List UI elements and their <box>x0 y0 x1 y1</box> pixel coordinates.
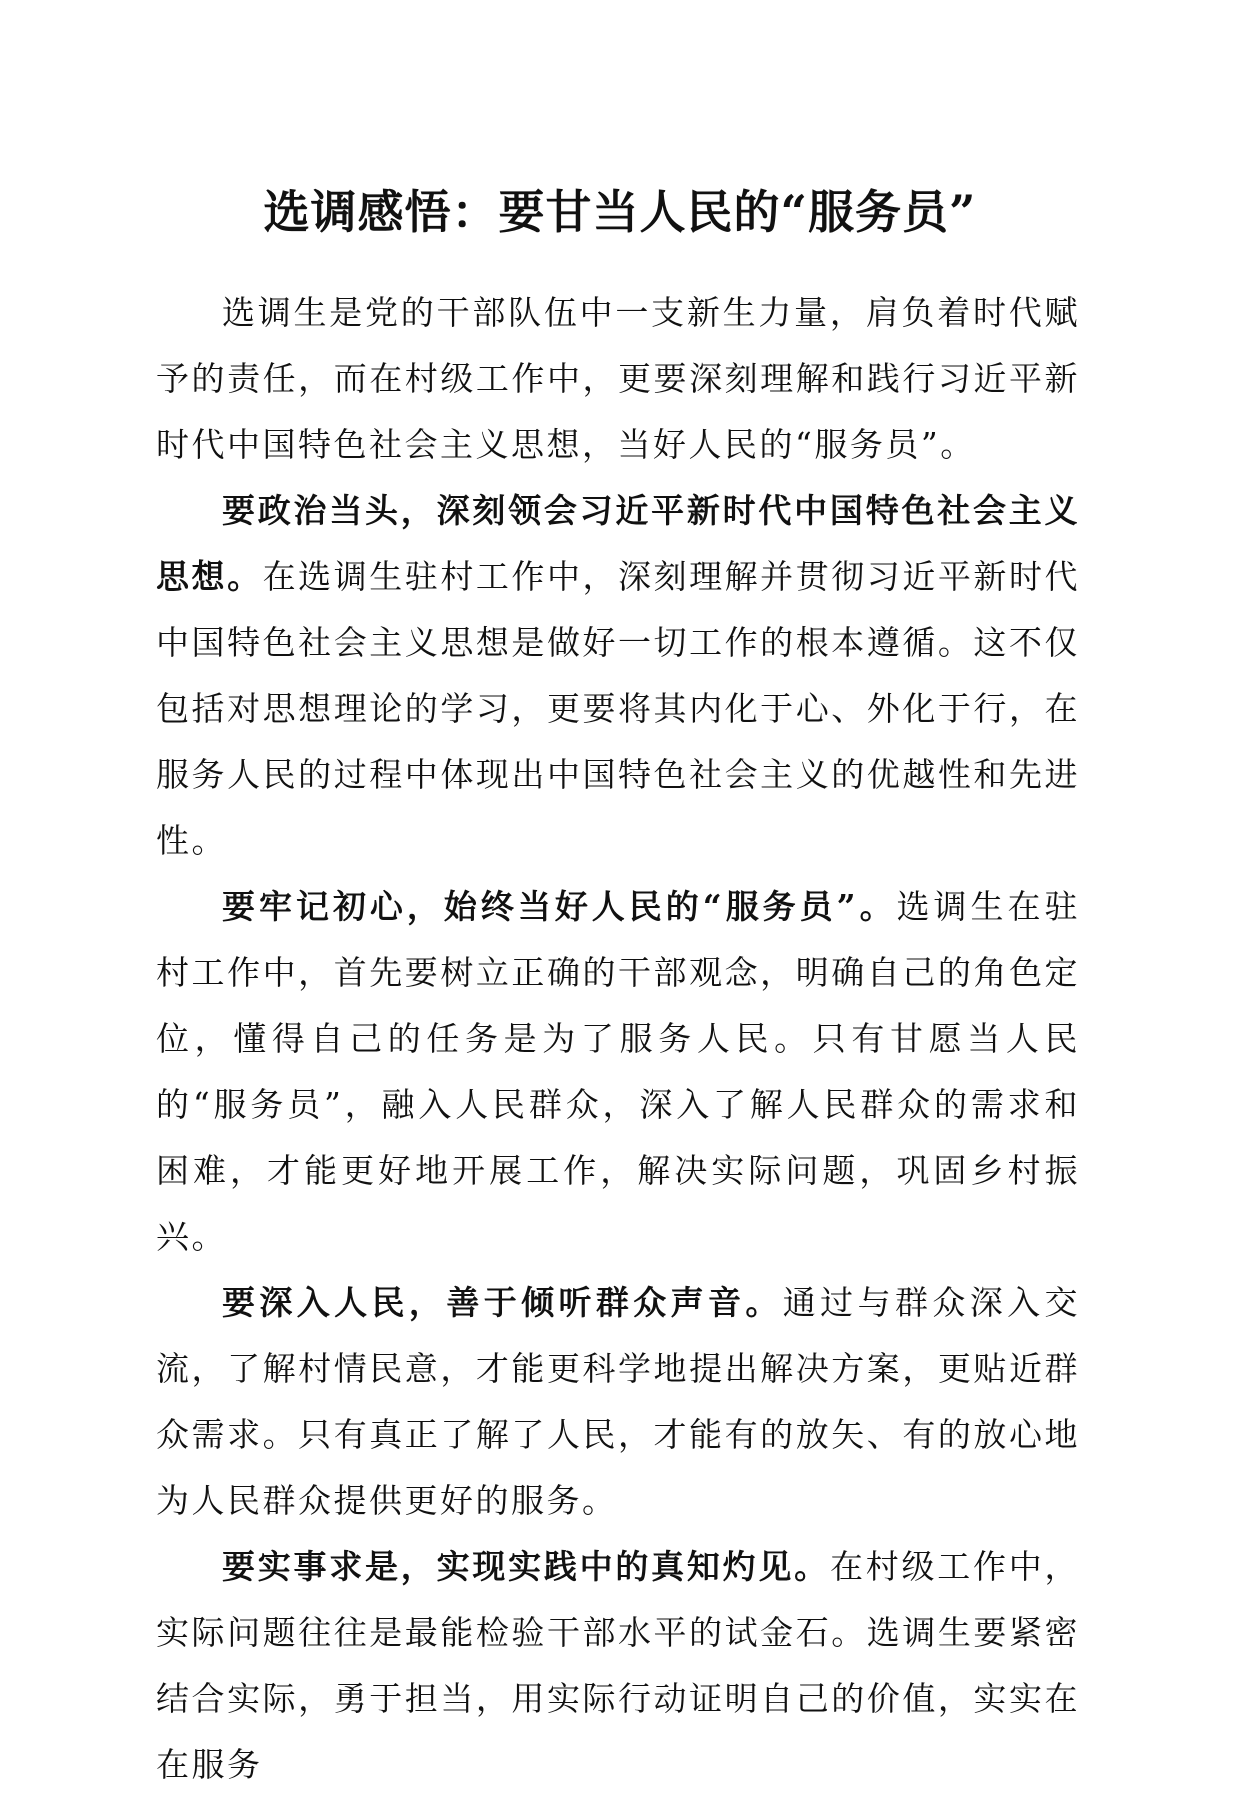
paragraph-text: 在选调生驻村工作中，深刻理解并贯彻习近平新时代中国特色社会主义思想是做好一切工作的根本遵循。这不仅包括对思想理论的学习，更要将其内化于心、外化于行，在服务人民的过程中体现出中国特色社会主义的优越性和先进性。 <box>156 557 1081 860</box>
paragraph-lead: 要实事求是，实现实践中的真知灼见。 <box>222 1547 830 1586</box>
paragraph-politics <box>156 478 1080 874</box>
paragraph-lead: 要深入人民，善于倾听群众声音。 <box>222 1283 783 1322</box>
paragraph-listen-people <box>156 1270 1080 1534</box>
paragraph-lead: 要牢记初心，始终当好人民的“服务员”。 <box>222 887 897 926</box>
paragraph-text: 在村级工作中，实际问题往往是最能检验干部水平的试金石。选调生要紧密结合实际，勇于担当，用实际行动证明自己的价值，实实在在服务 <box>156 1547 1081 1784</box>
document-body <box>156 280 1080 1798</box>
paragraph-original-aspiration <box>156 874 1080 1270</box>
paragraph-text: 选调生在驻村工作中，首先要树立正确的干部观念，明确自己的角色定位，懂得自己的任务是为了服务人民。只有甘愿当人民的“服务员”，融入人民群众，深入了解人民群众的需求和困难，才能更好地开展工作，解决实际问题，巩固乡村振兴。 <box>156 887 1080 1256</box>
page-title: 选调感悟：要甘当人民的“服务员” <box>263 185 977 239</box>
paragraph-text: 选调生是党的干部队伍中一支新生力量，肩负着时代赋予的责任，而在村级工作中，更要深刻理解和践行习近平新时代中国特色社会主义思想，当好人民的“服务员”。 <box>156 293 1080 464</box>
paragraph-text: 通过与群众深入交流，了解村情民意，才能更科学地提出解决方案，更贴近群众需求。只有真正了解了人民，才能有的放矢、有的放心地为人民群众提供更好的服务。 <box>156 1283 1081 1520</box>
paragraph-intro <box>156 280 1080 478</box>
paragraph-seek-truth <box>156 1534 1080 1798</box>
paragraph-lead: 要政治当头，深刻领会习近平新时代中国特色社会主义思想。 <box>156 491 1080 596</box>
